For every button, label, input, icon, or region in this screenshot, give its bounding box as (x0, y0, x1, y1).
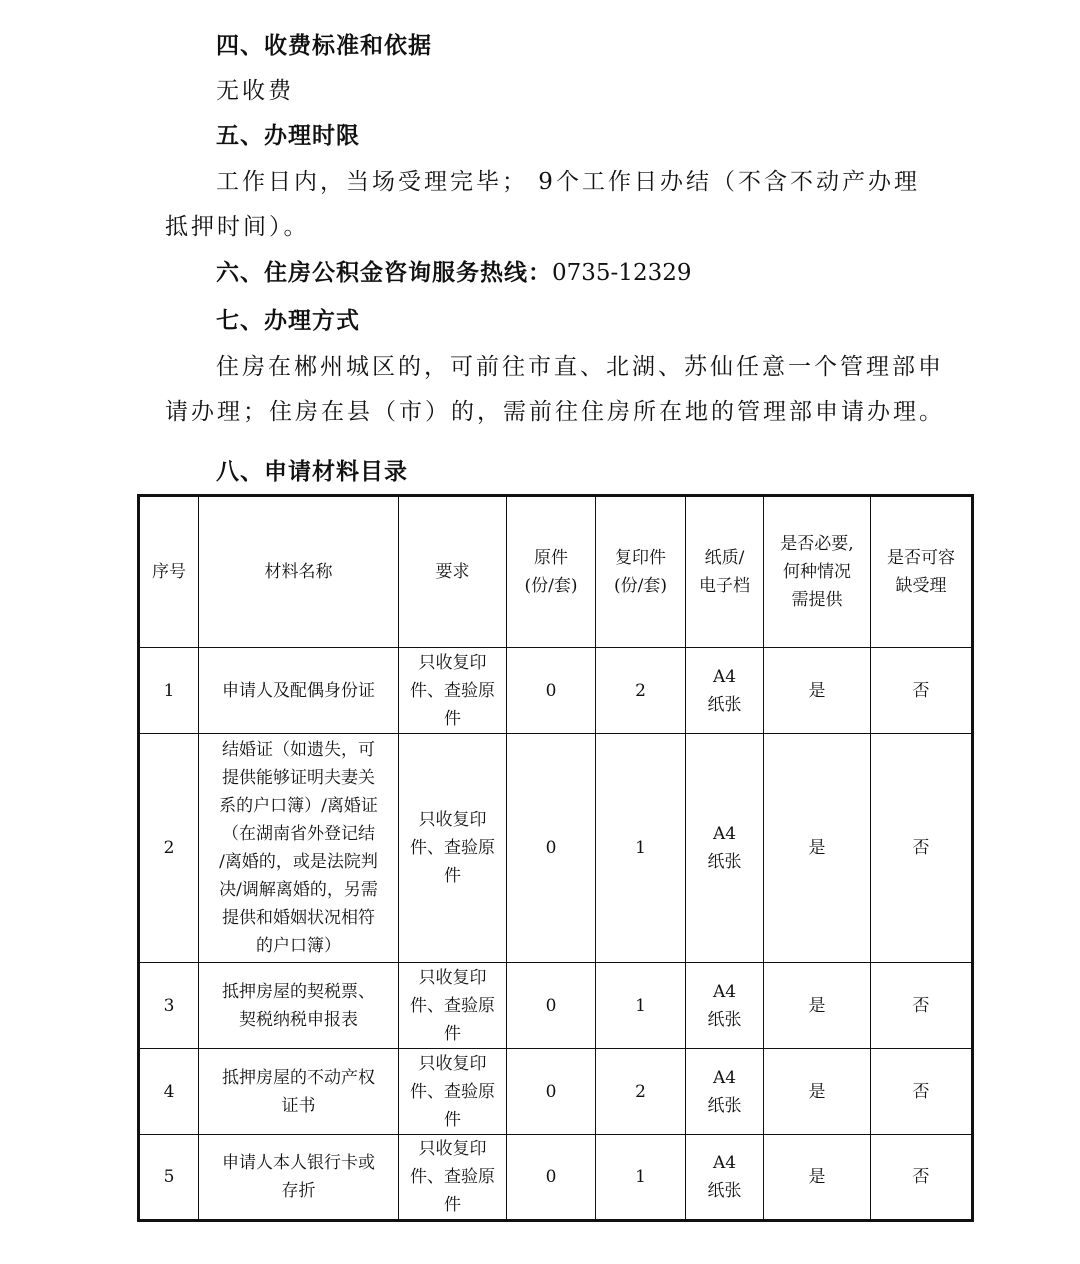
cell-copy: 1 (596, 734, 686, 963)
section-7-body-line2: 请办理；住房在县（市）的，需前往住房所在地的管理部申请办理。 (165, 399, 945, 425)
cell-omit: 否 (871, 648, 973, 734)
table-row (139, 1135, 973, 1221)
table-header-row (139, 496, 973, 648)
cell-medium: A4 纸张 (686, 648, 764, 734)
cell-medium: A4 纸张 (686, 1135, 764, 1221)
section-8-title: 八、申请材料目录 (216, 459, 408, 485)
cell-medium: A4 纸张 (686, 1049, 764, 1135)
header-omit: 是否可容 缺受理 (871, 496, 973, 648)
cell-seq: 3 (139, 963, 199, 1049)
cell-copy: 1 (596, 1135, 686, 1221)
header-req: 要求 (399, 496, 507, 648)
cell-needed: 是 (764, 963, 871, 1049)
cell-name: 抵押房屋的不动产权 证书 (199, 1049, 399, 1135)
section-7-title: 七、办理方式 (216, 308, 360, 334)
cell-medium: A4 纸张 (686, 963, 764, 1049)
cell-copy: 2 (596, 1049, 686, 1135)
section-7-body-line1: 住房在郴州城区的，可前往市直、北湖、苏仙任意一个管理部申 (216, 354, 944, 380)
cell-copy: 2 (596, 648, 686, 734)
cell-omit: 否 (871, 1135, 973, 1221)
cell-name: 申请人及配偶身份证 (199, 648, 399, 734)
section-5-title: 五、办理时限 (216, 123, 360, 149)
cell-req: 只收复印 件、查验原 件 (399, 734, 507, 963)
cell-needed: 是 (764, 1049, 871, 1135)
cell-copy: 1 (596, 963, 686, 1049)
cell-name: 抵押房屋的契税票、 契税纳税申报表 (199, 963, 399, 1049)
cell-seq: 2 (139, 734, 199, 963)
header-seq: 序号 (139, 496, 199, 648)
cell-seq: 4 (139, 1049, 199, 1135)
cell-orig: 0 (507, 1049, 596, 1135)
cell-needed: 是 (764, 734, 871, 963)
cell-seq: 1 (139, 648, 199, 734)
cell-req: 只收复印 件、查验原 件 (399, 1135, 507, 1221)
cell-omit: 否 (871, 1049, 973, 1135)
cell-seq: 5 (139, 1135, 199, 1221)
cell-name: 申请人本人银行卡或 存折 (199, 1135, 399, 1221)
header-medium: 纸质/ 电子档 (686, 496, 764, 648)
cell-req: 只收复印 件、查验原 件 (399, 963, 507, 1049)
section-4-title: 四、收费标准和依据 (216, 33, 432, 59)
table-row (139, 1049, 973, 1135)
cell-needed: 是 (764, 1135, 871, 1221)
materials-table (137, 494, 974, 1222)
section-5-body-line2: 抵押时间）。 (165, 214, 310, 240)
hotline-label: 六、住房公积金咨询服务热线： (216, 260, 552, 286)
section-4-body: 无收费 (216, 78, 294, 104)
section-6-title (216, 258, 691, 288)
cell-req: 只收复印 件、查验原 件 (399, 1049, 507, 1135)
cell-req: 只收复印 件、查验原 件 (399, 648, 507, 734)
cell-needed: 是 (764, 648, 871, 734)
section-5-body-line1: 工作日内，当场受理完毕； 9个工作日办结（不含不动产办理 (216, 169, 920, 195)
hotline-number: 0735-12329 (552, 260, 692, 286)
cell-orig: 0 (507, 648, 596, 734)
table-row (139, 734, 973, 963)
cell-name: 结婚证（如遗失，可 提供能够证明夫妻关 系的户口簿）/离婚证 （在湖南省外登记结 /离婚的，或是法院判 决/调解离婚的，另需 提供和婚姻状况相符 的户口簿） (199, 734, 399, 963)
cell-orig: 0 (507, 963, 596, 1049)
table-row (139, 648, 973, 734)
header-copy: 复印件 (份/套) (596, 496, 686, 648)
cell-medium: A4 纸张 (686, 734, 764, 963)
cell-orig: 0 (507, 1135, 596, 1221)
header-name: 材料名称 (199, 496, 399, 648)
cell-omit: 否 (871, 963, 973, 1049)
header-orig: 原件 (份/套) (507, 496, 596, 648)
cell-orig: 0 (507, 734, 596, 963)
table-row (139, 963, 973, 1049)
cell-omit: 否 (871, 734, 973, 963)
header-needed: 是否必要, 何种情况 需提供 (764, 496, 871, 648)
